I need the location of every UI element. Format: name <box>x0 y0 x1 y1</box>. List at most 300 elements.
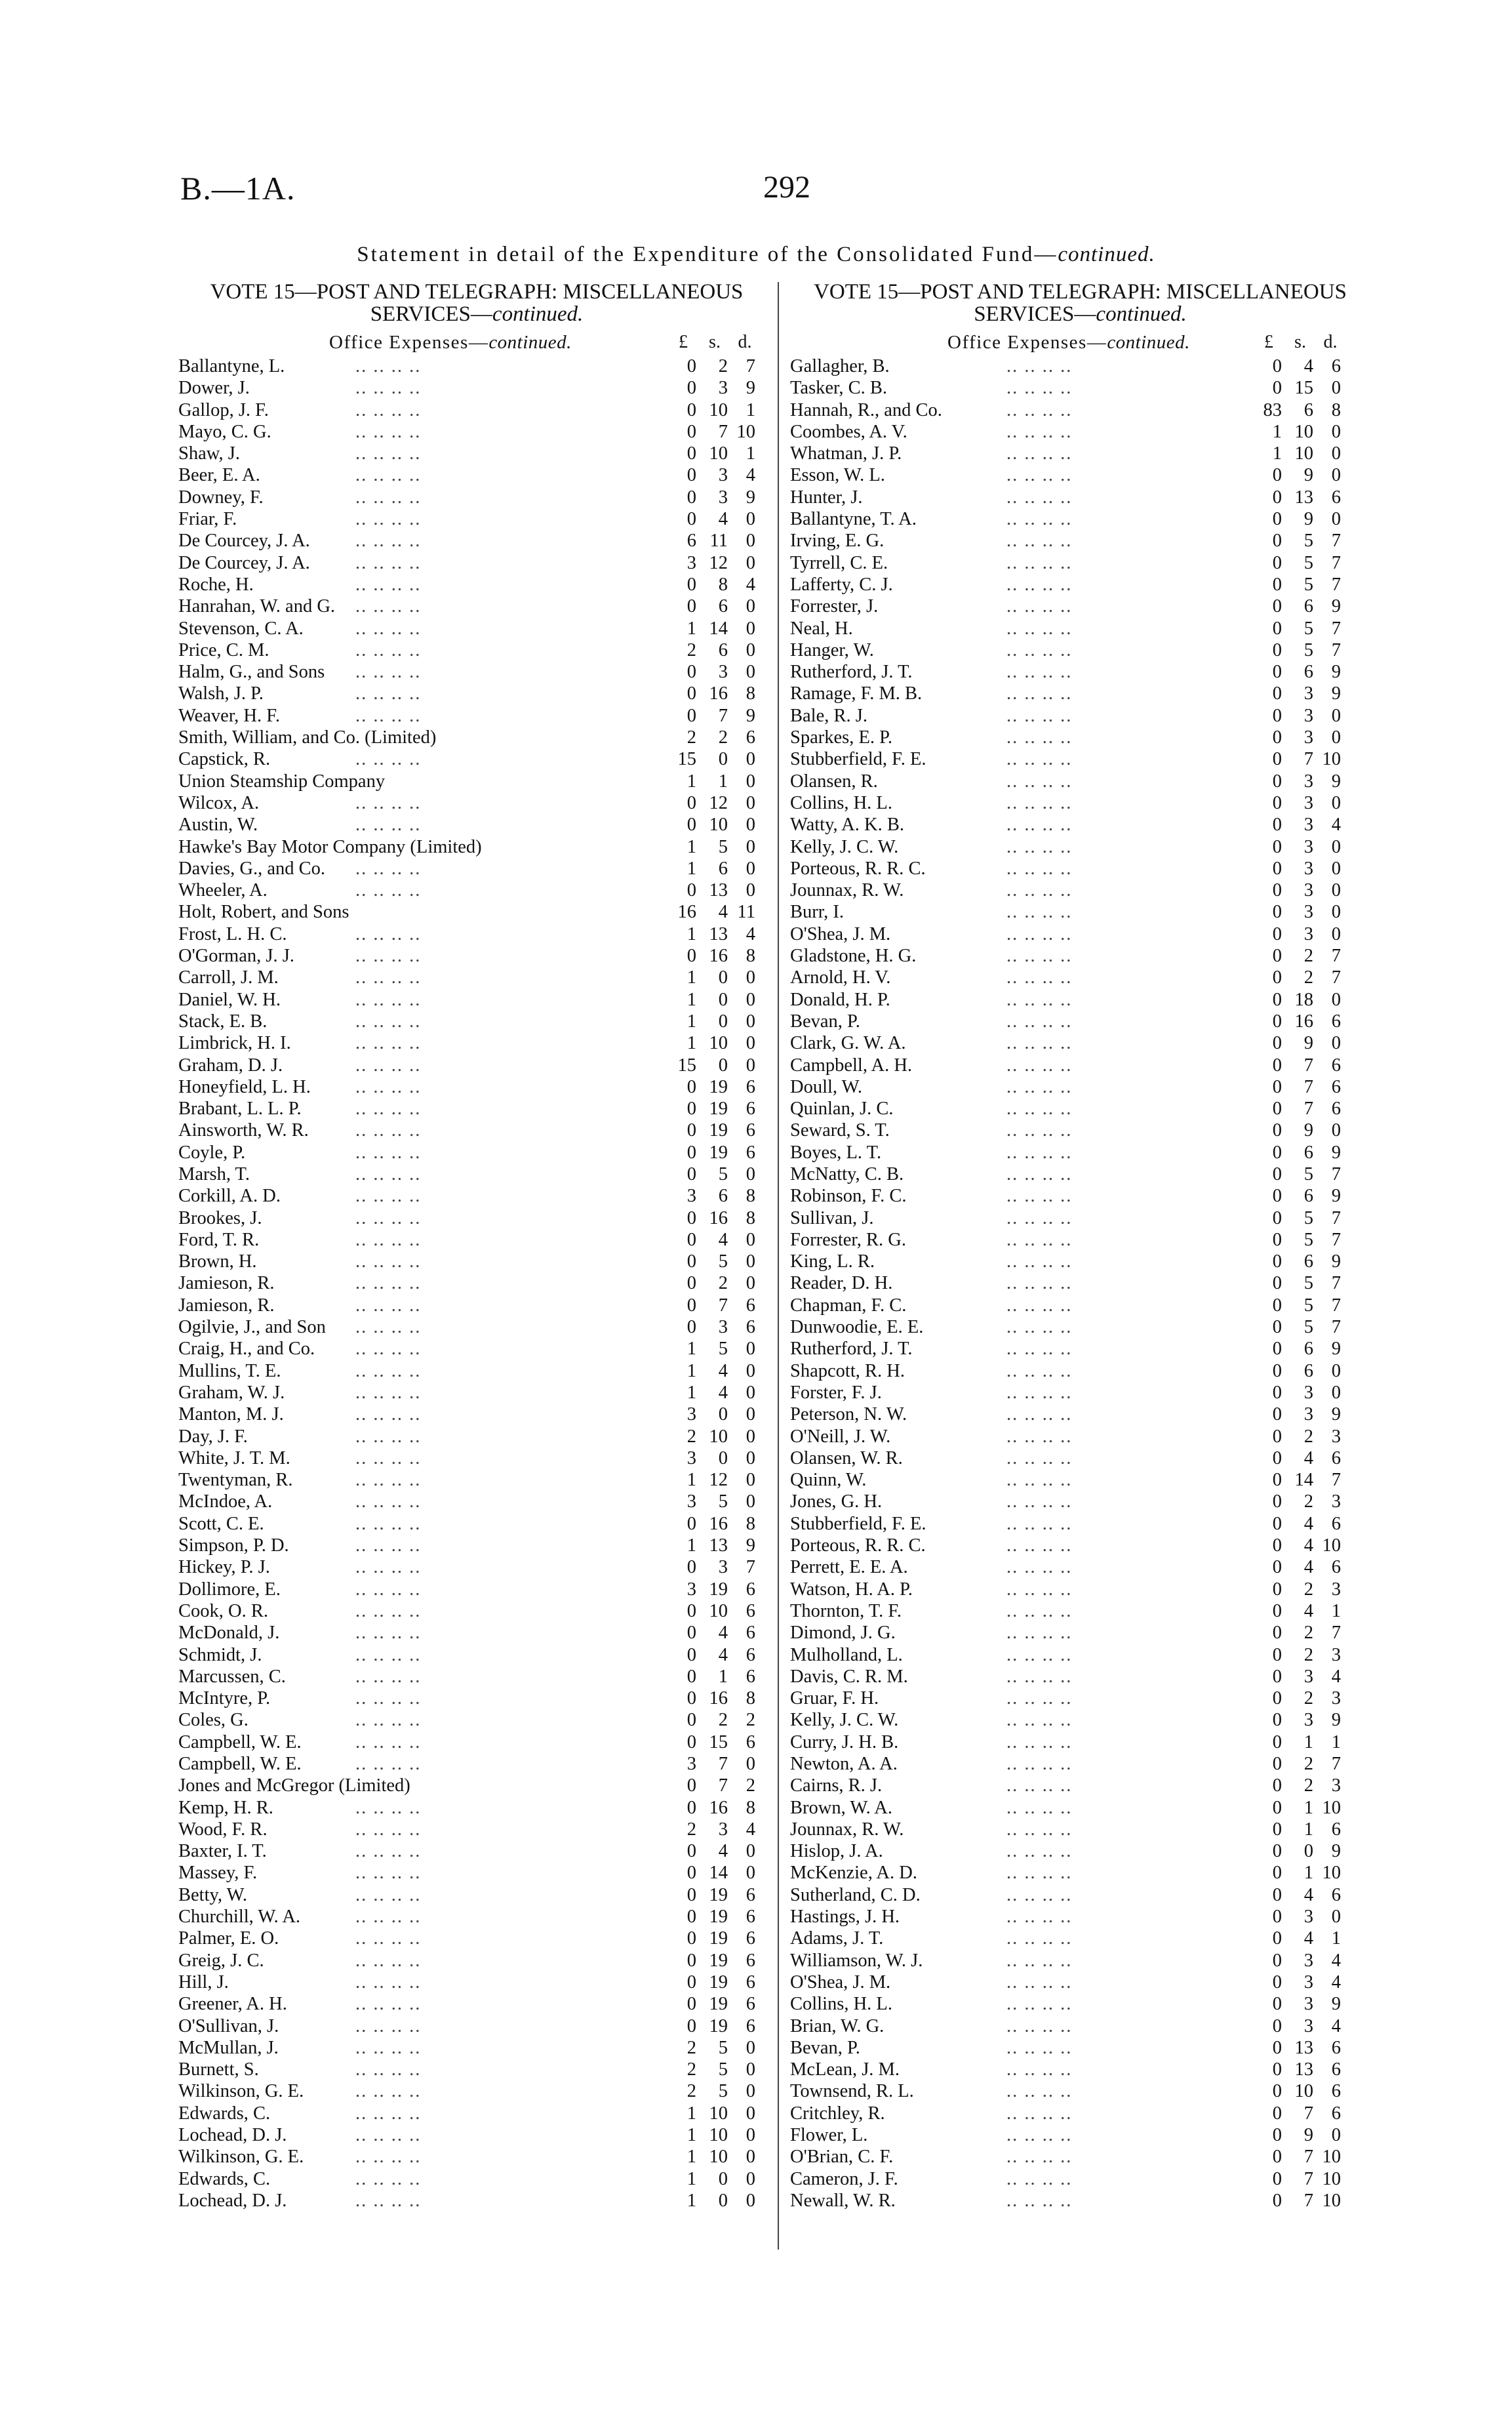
table-row <box>178 2124 801 2146</box>
amount-pounds: 2 <box>686 2059 696 2080</box>
amount-shillings: 5 <box>718 2081 728 2102</box>
amount-pence: 0 <box>746 1841 755 1862</box>
amount-pounds: 0 <box>1272 2037 1282 2058</box>
leader-dots: .. .. .. .. <box>1006 946 1073 967</box>
leader-dots: .. .. .. .. <box>355 552 422 573</box>
right-pence-header: d. <box>1323 332 1338 352</box>
amount-shillings: 0 <box>718 1055 728 1076</box>
amount-pence: 9 <box>746 487 755 508</box>
amount-shillings: 5 <box>1303 1317 1313 1338</box>
table-row <box>790 1447 1397 1469</box>
table-row <box>178 705 801 727</box>
payee-name: Hunter, J. <box>790 487 863 508</box>
amount-pence: 1 <box>746 399 755 420</box>
amount-pence: 6 <box>746 1120 755 1141</box>
table-row <box>790 1076 1397 1098</box>
payee-name: Williamson, W. J. <box>790 1950 923 1971</box>
leader-dots: .. .. .. .. <box>1006 1863 1073 1884</box>
amount-pounds: 0 <box>686 1076 696 1097</box>
payee-name: Dunwoodie, E. E. <box>790 1317 924 1338</box>
leader-dots: .. .. .. .. <box>355 1447 422 1468</box>
leader-dots: .. .. .. .. <box>1006 902 1073 923</box>
amount-pounds: 0 <box>1272 1426 1282 1447</box>
payee-name: Greig, J. C. <box>178 1950 264 1971</box>
amount-pounds: 0 <box>686 1928 696 1949</box>
payee-name: Coyle, P. <box>178 1142 246 1163</box>
leader-dots: .. .. .. .. <box>355 1011 422 1032</box>
amount-pence: 0 <box>1331 2125 1341 2146</box>
table-row <box>178 1272 801 1294</box>
payee-name: Cook, O. R. <box>178 1600 268 1621</box>
table-row <box>178 683 801 704</box>
table-row <box>178 727 801 748</box>
amount-pounds: 1 <box>686 1339 696 1360</box>
payee-name: Brian, W. G. <box>790 2015 885 2036</box>
table-row <box>790 792 1397 814</box>
amount-pence: 0 <box>746 1754 755 1774</box>
leader-dots: .. .. .. .. <box>355 683 422 704</box>
leader-dots: .. .. .. .. <box>355 487 422 508</box>
table-row <box>178 530 801 552</box>
amount-shillings: 11 <box>709 531 728 552</box>
payee-name: Edwards, C. <box>178 2103 271 2124</box>
amount-pounds: 15 <box>677 749 696 770</box>
amount-pence: 8 <box>746 1186 755 1207</box>
leader-dots: .. .. .. .. <box>355 574 422 595</box>
leader-dots: .. .. .. .. <box>355 2103 422 2124</box>
leader-dots: .. .. .. .. <box>355 815 422 836</box>
amount-pounds: 0 <box>1272 727 1282 748</box>
statement-title-italic: continued. <box>1058 243 1155 266</box>
amount-pounds: 0 <box>686 1863 696 1884</box>
leader-dots: .. .. .. .. <box>355 946 422 967</box>
amount-pounds: 0 <box>1272 705 1282 726</box>
amount-shillings: 16 <box>709 1797 728 1818</box>
leader-dots: .. .. .. .. <box>355 443 422 464</box>
amount-pence: 6 <box>746 1142 755 1163</box>
amount-pence: 0 <box>746 967 755 988</box>
amount-shillings: 5 <box>1303 574 1313 595</box>
table-row <box>790 901 1397 923</box>
amount-shillings: 16 <box>709 946 728 967</box>
amount-shillings: 16 <box>709 1688 728 1709</box>
amount-pence: 9 <box>746 705 755 726</box>
amount-pounds: 0 <box>1272 1863 1282 1884</box>
right-office-expenses-text: Office Expenses— <box>947 332 1107 353</box>
leader-dots: .. .. .. .. <box>1006 552 1073 573</box>
amount-pounds: 3 <box>686 1186 696 1207</box>
left-pounds-header: £ <box>679 332 688 352</box>
table-row <box>790 2146 1397 2168</box>
amount-shillings: 19 <box>709 2015 728 2036</box>
amount-shillings: 7 <box>1303 2190 1313 2211</box>
table-row <box>790 2080 1397 2102</box>
table-row <box>178 618 801 639</box>
amount-pounds: 0 <box>1272 1535 1282 1556</box>
table-row <box>790 1251 1397 1272</box>
table-row <box>178 879 801 901</box>
table-row <box>790 1775 1397 1796</box>
amount-pence: 10 <box>1322 749 1341 770</box>
table-row <box>178 1229 801 1251</box>
table-row <box>790 1404 1397 1425</box>
amount-pounds: 0 <box>686 399 696 420</box>
table-row <box>790 1797 1397 1819</box>
amount-pence: 6 <box>746 1623 755 1644</box>
payee-name: Friar, F. <box>178 509 237 530</box>
amount-pounds: 0 <box>1272 1186 1282 1207</box>
leader-dots: .. .. .. .. <box>1006 792 1073 813</box>
amount-pence: 6 <box>746 1076 755 1097</box>
amount-shillings: 1 <box>1303 1797 1313 1818</box>
amount-pence: 3 <box>1331 1426 1341 1447</box>
table-row <box>178 1098 801 1120</box>
payee-name: Sullivan, J. <box>790 1207 874 1228</box>
amount-shillings: 7 <box>1303 2168 1313 2189</box>
amount-pence: 6 <box>746 1317 755 1338</box>
amount-pence: 0 <box>1331 443 1341 464</box>
amount-pounds: 0 <box>686 1099 696 1120</box>
table-row <box>790 530 1397 552</box>
payee-name: Frost, L. H. C. <box>178 923 287 944</box>
amount-pence: 6 <box>1331 1447 1341 1468</box>
amount-pounds: 0 <box>686 2015 696 2036</box>
amount-pounds: 0 <box>1272 1295 1282 1316</box>
leader-dots: .. .. .. .. <box>1006 1797 1073 1818</box>
table-row <box>790 1098 1397 1120</box>
amount-pence: 9 <box>1331 596 1341 617</box>
amount-pounds: 0 <box>1272 1491 1282 1512</box>
leader-dots: .. .. .. .. <box>1006 967 1073 988</box>
payee-name: McKenzie, A. D. <box>790 1863 917 1884</box>
payee-name: De Courcey, J. A. <box>178 531 310 552</box>
leader-dots: .. .. .. .. <box>1006 2168 1073 2189</box>
left-vote-title-services: SERVICES— <box>370 302 492 326</box>
table-row <box>790 1600 1397 1622</box>
payee-name: Stack, E. B. <box>178 1011 268 1032</box>
table-row <box>178 1579 801 1600</box>
amount-pence: 2 <box>746 1710 755 1731</box>
table-row <box>178 836 801 858</box>
amount-pounds: 0 <box>1272 1251 1282 1272</box>
amount-pence: 0 <box>1331 465 1341 486</box>
amount-pence: 6 <box>746 1600 755 1621</box>
payee-name: Shaw, J. <box>178 443 240 464</box>
amount-shillings: 19 <box>709 1884 728 1905</box>
payee-name: Twentyman, R. <box>178 1470 293 1491</box>
table-row <box>178 1120 801 1141</box>
payee-name: Tasker, C. B. <box>790 378 888 399</box>
amount-shillings: 2 <box>1303 1688 1313 1709</box>
payee-name: Jamieson, R. <box>178 1273 275 1294</box>
amount-shillings: 5 <box>718 1251 728 1272</box>
table-row <box>790 2103 1397 2124</box>
leader-dots: .. .. .. .. <box>1006 1404 1073 1425</box>
table-row <box>790 1709 1397 1731</box>
amount-pence: 6 <box>1331 1011 1341 1032</box>
table-row <box>790 1622 1397 1644</box>
amount-pounds: 0 <box>1272 2168 1282 2189</box>
payee-name: Lafferty, C. J. <box>790 574 893 595</box>
leader-dots: .. .. .. .. <box>1006 989 1073 1010</box>
amount-shillings: 2 <box>1303 1644 1313 1665</box>
leader-dots: .. .. .. .. <box>1006 1644 1073 1665</box>
amount-shillings: 2 <box>1303 1426 1313 1447</box>
amount-pounds: 0 <box>1272 531 1282 552</box>
amount-shillings: 3 <box>1303 1994 1313 2015</box>
amount-pounds: 2 <box>686 1426 696 1447</box>
amount-shillings: 5 <box>1303 1207 1313 1228</box>
table-row <box>178 989 801 1011</box>
amount-pounds: 1 <box>686 836 696 857</box>
amount-pence: 9 <box>1331 1710 1341 1731</box>
amount-shillings: 6 <box>1303 1142 1313 1163</box>
table-row <box>178 1797 801 1819</box>
table-row <box>790 1731 1397 1753</box>
leader-dots: .. .. .. .. <box>355 705 422 726</box>
amount-pounds: 0 <box>1272 2059 1282 2080</box>
leader-dots: .. .. .. .. <box>1006 1360 1073 1381</box>
table-row <box>178 1185 801 1207</box>
amount-shillings: 3 <box>1303 1907 1313 1928</box>
amount-pence: 0 <box>746 1251 755 1272</box>
amount-pounds: 0 <box>686 1884 696 1905</box>
amount-pence: 6 <box>746 1950 755 1971</box>
table-row <box>790 879 1397 901</box>
amount-pence: 0 <box>746 1426 755 1447</box>
payee-name: Campbell, W. E. <box>178 1731 302 1752</box>
table-row <box>790 2059 1397 2080</box>
amount-pence: 6 <box>746 1666 755 1687</box>
table-row <box>178 1688 801 1709</box>
amount-shillings: 19 <box>709 1907 728 1928</box>
table-row <box>178 2103 801 2124</box>
leader-dots: .. .. .. .. <box>1006 1142 1073 1163</box>
payee-name: O'Neill, J. W. <box>790 1426 891 1447</box>
payee-name: O'Shea, J. M. <box>790 1971 891 1992</box>
amount-pounds: 0 <box>686 1207 696 1228</box>
leader-dots: .. .. .. .. <box>355 1841 422 1862</box>
leader-dots: .. .. .. .. <box>1006 1251 1073 1272</box>
table-row <box>178 443 801 464</box>
leader-dots: .. .. .. .. <box>355 1491 422 1512</box>
amount-pence: 6 <box>1331 2081 1341 2102</box>
payee-name: Greener, A. H. <box>178 1994 287 2015</box>
leader-dots: .. .. .. .. <box>1006 1557 1073 1578</box>
leader-dots: .. .. .. .. <box>355 1928 422 1949</box>
payee-name: Daniel, W. H. <box>178 989 281 1010</box>
amount-shillings: 5 <box>718 836 728 857</box>
payee-name: Doull, W. <box>790 1076 863 1097</box>
amount-shillings: 3 <box>718 378 728 399</box>
payee-name: Whatman, J. P. <box>790 443 902 464</box>
payee-name: Hawke's Bay Motor Company (Limited) <box>178 836 482 857</box>
amount-shillings: 2 <box>1303 1579 1313 1600</box>
leader-dots: .. .. .. .. <box>355 1600 422 1621</box>
amount-pounds: 0 <box>686 1142 696 1163</box>
amount-pounds: 2 <box>686 2081 696 2102</box>
amount-pounds: 0 <box>686 1317 696 1338</box>
amount-shillings: 1 <box>718 1666 728 1687</box>
leader-dots: .. .. .. .. <box>1006 1710 1073 1731</box>
amount-shillings: 5 <box>1303 531 1313 552</box>
amount-pence: 6 <box>746 727 755 748</box>
table-row <box>790 771 1397 792</box>
amount-shillings: 3 <box>1303 902 1313 923</box>
amount-pounds: 0 <box>1272 1819 1282 1840</box>
amount-shillings: 13 <box>709 880 728 901</box>
amount-shillings: 14 <box>709 618 728 639</box>
leader-dots: .. .. .. .. <box>355 1426 422 1447</box>
leader-dots: .. .. .. .. <box>1006 1731 1073 1752</box>
left-office-expenses <box>329 332 572 354</box>
amount-shillings: 13 <box>709 923 728 944</box>
leader-dots: .. .. .. .. <box>1006 2037 1073 2058</box>
leader-dots: .. .. .. .. <box>1006 1513 1073 1534</box>
table-row <box>790 1556 1397 1578</box>
amount-shillings: 5 <box>1303 1295 1313 1316</box>
amount-pence: 11 <box>737 902 755 923</box>
amount-pounds: 0 <box>686 1841 696 1862</box>
leader-dots: .. .. .. .. <box>355 2125 422 2146</box>
amount-pence: 10 <box>1322 1797 1341 1818</box>
amount-shillings: 13 <box>709 1535 728 1556</box>
amount-shillings: 4 <box>1303 1600 1313 1621</box>
amount-pence: 6 <box>1331 1099 1341 1120</box>
table-row <box>790 552 1397 574</box>
amount-pence: 0 <box>746 1033 755 1054</box>
amount-pence: 0 <box>746 858 755 879</box>
table-row <box>790 1229 1397 1251</box>
leader-dots: .. .. .. .. <box>1006 574 1073 595</box>
leader-dots: .. .. .. .. <box>355 1033 422 1054</box>
amount-shillings: 6 <box>718 639 728 660</box>
table-row <box>178 2080 801 2102</box>
payee-name: Forster, F. J. <box>790 1382 882 1403</box>
payee-name: Esson, W. L. <box>790 465 885 486</box>
table-row <box>178 858 801 879</box>
amount-shillings: 3 <box>1303 683 1313 704</box>
amount-pounds: 0 <box>686 1513 696 1534</box>
payee-name: McDonald, J. <box>178 1623 280 1644</box>
leader-dots: .. .. .. .. <box>1006 1382 1073 1403</box>
amount-pounds: 0 <box>1272 378 1282 399</box>
leader-dots: .. .. .. .. <box>1006 880 1073 901</box>
payee-name: Hannah, R., and Co. <box>790 399 942 420</box>
table-row <box>178 2146 801 2168</box>
payee-name: Donald, H. P. <box>790 989 890 1010</box>
leader-dots: .. .. .. .. <box>1006 1666 1073 1687</box>
amount-pounds: 0 <box>1272 771 1282 792</box>
leader-dots: .. .. .. .. <box>1006 858 1073 879</box>
amount-pence: 8 <box>746 683 755 704</box>
amount-pounds: 3 <box>686 1579 696 1600</box>
leader-dots: .. .. .. .. <box>355 880 422 901</box>
amount-pounds: 0 <box>1272 1382 1282 1403</box>
document-code: B.—1A. <box>180 170 296 207</box>
payee-name: Kelly, J. C. W. <box>790 1710 899 1731</box>
amount-pence: 0 <box>746 989 755 1010</box>
payee-name: Ballantyne, L. <box>178 356 285 376</box>
table-row <box>790 1295 1397 1316</box>
amount-pence: 6 <box>1331 1819 1341 1840</box>
amount-shillings: 3 <box>1303 792 1313 813</box>
amount-pounds: 6 <box>686 531 696 552</box>
payee-name: Churchill, W. A. <box>178 1907 301 1928</box>
amount-pence: 0 <box>746 1229 755 1250</box>
leader-dots: .. .. .. .. <box>1006 1011 1073 1032</box>
leader-dots: .. .. .. .. <box>355 1623 422 1644</box>
right-office-expenses-italic: continued. <box>1107 332 1190 353</box>
amount-pounds: 0 <box>1272 1207 1282 1228</box>
leader-dots: .. .. .. .. <box>1006 1055 1073 1076</box>
table-row <box>178 771 801 792</box>
amount-shillings: 8 <box>718 574 728 595</box>
amount-shillings: 10 <box>1294 2081 1313 2102</box>
amount-pence: 8 <box>746 1513 755 1534</box>
payee-name: Downey, F. <box>178 487 264 508</box>
amount-shillings: 7 <box>1303 1099 1313 1120</box>
leader-dots: .. .. .. .. <box>355 858 422 879</box>
amount-shillings: 10 <box>1294 421 1313 442</box>
amount-pounds: 0 <box>1272 2015 1282 2036</box>
amount-pence: 0 <box>1331 1382 1341 1403</box>
amount-pounds: 0 <box>686 1907 696 1928</box>
amount-pence: 0 <box>1331 880 1341 901</box>
amount-pounds: 0 <box>686 1666 696 1687</box>
amount-pence: 6 <box>1331 2059 1341 2080</box>
amount-pounds: 0 <box>1272 1710 1282 1731</box>
payee-name: Newton, A. A. <box>790 1754 898 1774</box>
amount-pence: 2 <box>746 1775 755 1796</box>
amount-pence: 0 <box>746 1011 755 1032</box>
payee-name: Dimond, J. G. <box>790 1623 896 1644</box>
table-row <box>790 1513 1397 1535</box>
amount-pence: 6 <box>746 1295 755 1316</box>
table-row <box>790 727 1397 748</box>
leader-dots: .. .. .. .. <box>355 2147 422 2168</box>
right-expense-list <box>790 355 1397 2212</box>
amount-pounds: 0 <box>1272 487 1282 508</box>
amount-pounds: 0 <box>1272 1994 1282 2015</box>
payee-name: Irving, E. G. <box>790 531 885 552</box>
amount-pounds: 0 <box>1272 662 1282 683</box>
amount-shillings: 3 <box>1303 815 1313 836</box>
amount-pounds: 0 <box>686 705 696 726</box>
table-row <box>790 355 1397 377</box>
amount-shillings: 9 <box>1303 465 1313 486</box>
leader-dots: .. .. .. .. <box>1006 1186 1073 1207</box>
payee-name: Mulholland, L. <box>790 1644 903 1665</box>
leader-dots: .. .. .. .. <box>1006 1317 1073 1338</box>
leader-dots: .. .. .. .. <box>1006 1120 1073 1141</box>
table-row <box>178 1775 801 1796</box>
leader-dots: .. .. .. .. <box>355 1099 422 1120</box>
amount-pence: 3 <box>1331 1688 1341 1709</box>
amount-pounds: 0 <box>686 1688 696 1709</box>
table-row <box>790 1163 1397 1185</box>
table-row <box>790 923 1397 945</box>
table-row <box>178 923 801 945</box>
amount-pence: 9 <box>1331 683 1341 704</box>
right-vote-title-line1: VOTE 15—POST AND TELEGRAPH: MISCELLANEOUS <box>814 280 1347 304</box>
leader-dots: .. .. .. .. <box>1006 1229 1073 1250</box>
payee-name: Holt, Robert, and Sons <box>178 902 349 923</box>
leader-dots: .. .. .. .. <box>1006 683 1073 704</box>
amount-shillings: 15 <box>1294 378 1313 399</box>
amount-pence: 6 <box>746 1731 755 1752</box>
payee-name: McIndoe, A. <box>178 1491 273 1512</box>
